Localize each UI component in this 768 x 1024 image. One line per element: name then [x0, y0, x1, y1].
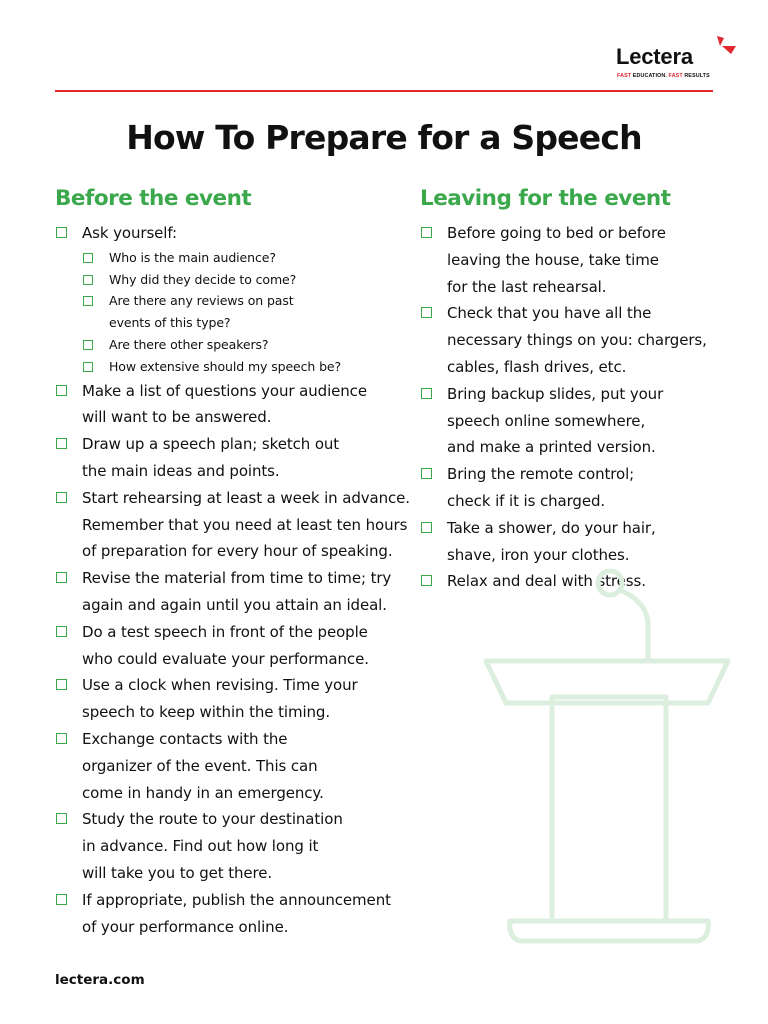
checklist-line: organizer of the event. This can: [82, 756, 318, 775]
sub-checklist: [82, 247, 415, 378]
checklist-line: necessary things on you: chargers,: [447, 331, 707, 350]
brand-name: Lectera: [616, 44, 693, 69]
checklist-line: speech online somewhere,: [447, 411, 646, 430]
checklist-item: [420, 300, 720, 380]
checklist-item: [55, 726, 415, 806]
checkbox-icon[interactable]: [421, 522, 432, 533]
checklist-item: [420, 381, 720, 461]
page-title: How To Prepare for a Speech: [126, 118, 642, 157]
checklist-line: again and again until you attain an ideal.: [82, 595, 387, 614]
checkbox-icon[interactable]: [83, 296, 93, 306]
checklist-line: Study the route to your destination: [82, 810, 343, 829]
checklist-line: come in handy in an emergency.: [82, 783, 324, 802]
checkbox-icon[interactable]: [56, 626, 67, 637]
checkbox-icon[interactable]: [56, 813, 67, 824]
before-event-checklist: [55, 220, 415, 940]
checklist-line: for the last rehearsal.: [447, 277, 607, 296]
checklist-line: events of this type?: [109, 315, 231, 331]
podium-microphone-icon: [470, 565, 740, 950]
checklist-item: [55, 619, 415, 673]
checklist-line: Revise the material from time to time; try: [82, 569, 392, 588]
checklist-line: Before going to bed or before: [447, 224, 666, 242]
checkbox-icon[interactable]: [56, 385, 67, 396]
checklist-subitem: [82, 290, 415, 334]
checkbox-icon[interactable]: [56, 572, 67, 583]
checklist-line: Check that you have all the: [447, 304, 652, 323]
checklist-item: [55, 378, 415, 432]
checkbox-icon[interactable]: [421, 307, 432, 318]
checkbox-icon[interactable]: [56, 227, 67, 238]
checklist-line: If appropriate, publish the announcement: [82, 890, 391, 909]
checklist-line: of your performance online.: [82, 917, 289, 936]
checklist-item: [420, 461, 720, 515]
checklist-line: check if it is charged.: [447, 491, 606, 510]
checklist-subitem: [82, 356, 415, 378]
checklist-line: and make a printed version.: [447, 438, 656, 457]
checklist-line: Relax and deal with stress.: [447, 572, 646, 591]
checkbox-icon[interactable]: [56, 894, 67, 905]
checklist-line: Bring the remote control;: [447, 465, 635, 484]
checklist-item: [420, 515, 720, 569]
checklist-subitem: [82, 334, 415, 356]
checkbox-icon[interactable]: [56, 492, 67, 503]
logo-arrow-icon: [714, 34, 740, 56]
checklist-line: Use a clock when revising. Time your: [82, 676, 358, 695]
checklist-subitem: [82, 269, 415, 291]
checkbox-icon[interactable]: [56, 733, 67, 744]
checklist-line: Bring backup slides, put your: [447, 384, 664, 403]
checklist-item: [420, 220, 720, 300]
footer-website[interactable]: lectera.com: [55, 972, 145, 988]
right-column-heading: Leaving for the event: [420, 186, 671, 211]
checklist-line: who could evaluate your performance.: [82, 649, 369, 668]
checklist-item: [55, 565, 415, 619]
checklist-line: Why did they decide to come?: [109, 271, 297, 287]
checkbox-icon[interactable]: [421, 468, 432, 479]
checklist-line: Who is the main audience?: [109, 249, 276, 265]
header-divider: [55, 90, 713, 92]
brand-logo[interactable]: [616, 36, 740, 82]
checklist-subitem: [82, 247, 415, 269]
checklist-line: cables, flash drives, etc.: [447, 357, 627, 376]
checklist-line: Ask yourself:: [82, 224, 177, 242]
checkbox-icon[interactable]: [83, 340, 93, 350]
checklist-line: shave, iron your clothes.: [447, 545, 630, 564]
checklist-item: [55, 431, 415, 485]
checklist-line: the main ideas and points.: [82, 461, 280, 480]
checklist-line: Are there any reviews on past: [109, 293, 294, 309]
checkbox-icon[interactable]: [56, 438, 67, 449]
checklist-line: Make a list of questions your audience: [82, 381, 367, 400]
left-column-heading: Before the event: [55, 186, 252, 211]
checklist-line: Are there other speakers?: [109, 336, 269, 352]
checklist-line: Draw up a speech plan; sketch out: [82, 435, 340, 454]
checkbox-icon[interactable]: [56, 679, 67, 690]
checkbox-icon[interactable]: [83, 275, 93, 285]
checkbox-icon[interactable]: [83, 253, 93, 263]
checkbox-icon[interactable]: [421, 388, 432, 399]
checklist-line: Remember that you need at least ten hours: [82, 515, 408, 534]
checklist-line: leaving the house, take time: [447, 250, 659, 269]
checklist-line: in advance. Find out how long it: [82, 837, 319, 856]
checklist-line: Do a test speech in front of the people: [82, 622, 368, 641]
checklist-line: speech to keep within the timing.: [82, 703, 331, 722]
checkbox-icon[interactable]: [421, 575, 432, 586]
checklist-line: will want to be answered.: [82, 408, 272, 427]
checkbox-icon[interactable]: [83, 362, 93, 372]
checklist-item: [55, 220, 415, 378]
checklist-line: Exchange contacts with the: [82, 729, 288, 748]
checkbox-icon[interactable]: [421, 227, 432, 238]
leaving-event-checklist: [420, 220, 720, 595]
checklist-line: Start rehearsing at least a week in advance.: [82, 488, 410, 507]
checklist-line: will take you to get there.: [82, 863, 273, 882]
checklist-item: [55, 806, 415, 886]
checklist-line: How extensive should my speech be?: [109, 358, 342, 374]
checklist-item: [55, 887, 415, 941]
checklist-item: [55, 672, 415, 726]
brand-tagline: FAST EDUCATION. FAST RESULTS: [617, 73, 710, 79]
checklist-line: of preparation for every hour of speaking.: [82, 542, 393, 561]
checklist-line: Take a shower, do your hair,: [447, 518, 656, 537]
checklist-item: [55, 485, 415, 565]
